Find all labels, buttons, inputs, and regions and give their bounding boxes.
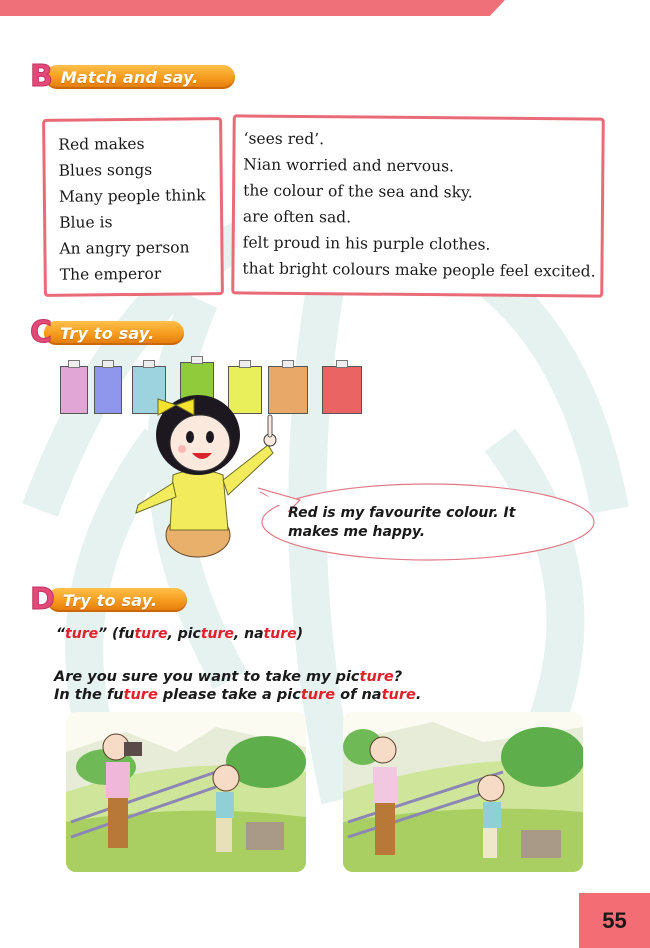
section-c-header <box>30 315 184 350</box>
match-right-item[interactable]: that bright colours make people feel excited. <box>242 259 596 281</box>
match-left-item[interactable]: Blues songs <box>58 160 153 180</box>
clip-icon <box>102 360 114 368</box>
section-c-letter: C <box>30 315 53 350</box>
sentence-2 <box>54 686 421 704</box>
word-highlight: ture <box>381 687 416 703</box>
word-highlight: ture <box>123 687 158 703</box>
match-left-item[interactable]: The emperor <box>59 264 162 284</box>
match-left-item[interactable]: An angry person <box>59 238 190 258</box>
separator: ) <box>296 626 303 642</box>
clip-icon <box>239 360 251 368</box>
match-right-item[interactable]: the colour of the sea and sky. <box>243 181 473 202</box>
section-d-letter: D <box>30 582 55 617</box>
word-part: na <box>244 626 264 642</box>
practice-sentences <box>54 668 421 704</box>
word-highlight: ture <box>263 626 297 642</box>
scene-boy-pointing-at-nature <box>343 712 583 872</box>
top-header-band <box>0 0 505 16</box>
word-highlight: ture <box>300 687 336 703</box>
section-d-header <box>30 582 187 617</box>
text: In the fu <box>54 687 124 703</box>
page-number: 55 <box>602 907 627 933</box>
word-highlight: ture <box>359 669 394 685</box>
word-highlight: ture <box>200 626 234 642</box>
color-card-pink <box>60 366 88 414</box>
section-b-title: Match and say. <box>60 67 199 87</box>
word-part: fu <box>118 626 135 642</box>
sentence-1 <box>54 668 421 686</box>
clip-icon <box>143 360 155 368</box>
clip-icon <box>68 360 80 368</box>
text: please take a pic <box>157 687 301 703</box>
match-left-item[interactable]: Red makes <box>58 134 145 154</box>
section-c-title-banner <box>44 321 184 345</box>
speech-bubble <box>258 478 598 562</box>
text: of na <box>335 687 382 703</box>
section-b-title-banner <box>45 65 235 89</box>
clip-icon <box>336 360 348 368</box>
section-d-title-banner <box>47 588 187 612</box>
section-d-title: Try to say. <box>62 590 158 610</box>
phonics-line <box>56 626 303 642</box>
text: Are you sure you want to take my pic <box>54 669 360 685</box>
quote-close: ” ( <box>98 626 119 642</box>
separator: , <box>233 626 245 642</box>
color-card-red <box>322 366 362 414</box>
word-part: pic <box>177 626 201 642</box>
match-left-item[interactable]: Blue is <box>59 213 113 232</box>
text: . <box>415 687 422 703</box>
phonics-sound: ture <box>65 626 99 642</box>
match-right-item[interactable]: felt proud in his purple clothes. <box>242 233 491 254</box>
text: ? <box>393 669 403 685</box>
match-right-item[interactable]: Nian worried and nervous. <box>243 155 455 176</box>
quote-open: “ <box>56 626 66 642</box>
section-b-header <box>30 59 235 94</box>
clip-icon <box>282 360 294 368</box>
match-right-item[interactable]: ‘sees red’. <box>243 129 325 149</box>
scene-boy-taking-picture <box>66 712 306 872</box>
color-card-blue <box>94 366 122 414</box>
match-right-item[interactable]: are often sad. <box>242 207 352 227</box>
clip-icon <box>191 356 203 364</box>
page-number-badge <box>579 893 650 948</box>
separator: , <box>167 626 178 642</box>
match-left-box <box>42 117 224 297</box>
word-highlight: ture <box>134 626 168 642</box>
match-left-item[interactable]: Many people think <box>58 186 206 206</box>
speech-bubble-text: Red is my favourite colour. It makes me happy. <box>288 505 516 540</box>
section-c-title: Try to say. <box>60 323 155 343</box>
match-right-box <box>231 114 605 297</box>
section-b-letter: B <box>30 59 53 94</box>
